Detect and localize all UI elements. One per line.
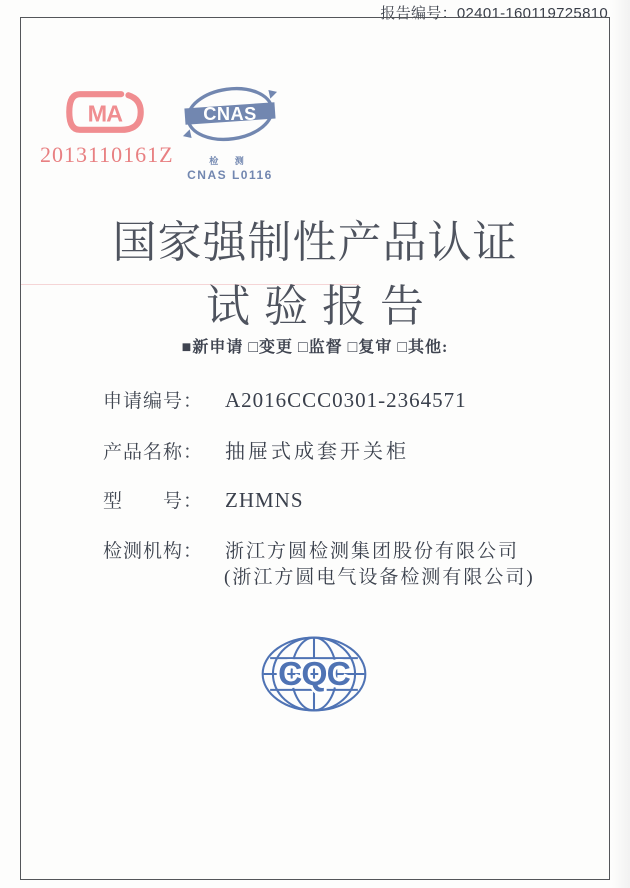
cma-logo-block bbox=[40, 88, 174, 168]
field-model bbox=[103, 486, 304, 513]
cqc-logo-block bbox=[258, 634, 373, 719]
field-testing-institution bbox=[103, 536, 519, 563]
field-value: ZHMNS bbox=[225, 488, 304, 512]
cqc-logo-icon bbox=[258, 634, 370, 714]
cma-logo-icon bbox=[63, 88, 147, 136]
field-application-number bbox=[103, 386, 467, 413]
cnas-letters: CNAS bbox=[203, 102, 257, 124]
field-label: 检测机构： bbox=[103, 541, 204, 562]
document-title-line1: 国家强制性产品认证 bbox=[112, 218, 518, 267]
cnas-logo-block bbox=[182, 82, 278, 182]
field-product-name bbox=[103, 435, 409, 464]
field-value: 浙江方圆检测集团股份有限公司 bbox=[225, 541, 520, 562]
document-title-line2: 试验报告 bbox=[206, 282, 438, 331]
field-label: 产品名称： bbox=[103, 442, 204, 463]
field-value: A2016CCC0301-2364571 bbox=[225, 388, 467, 412]
cma-letters: MA bbox=[87, 100, 122, 127]
cnas-lab-number: CNAS L0116 bbox=[187, 168, 273, 182]
cnas-logo-icon bbox=[182, 82, 278, 146]
field-testing-institution-alt bbox=[220, 562, 535, 589]
field-value: (浙江方圆电气设备检测有限公司) bbox=[224, 567, 535, 588]
field-value: 抽屉式成套开关柜 bbox=[225, 441, 409, 463]
cnas-jiance-label: 检 测 bbox=[209, 156, 251, 166]
scan-edge-shadow bbox=[612, 0, 630, 888]
cma-certificate-number: 2013110161Z bbox=[40, 142, 174, 167]
field-label: 申请编号： bbox=[103, 391, 204, 412]
report-number: 报告编号：02401-160119725810 bbox=[380, 5, 608, 22]
cqc-letters: CQC bbox=[278, 656, 350, 694]
application-type-checkboxes: ■新申请 □变更 □监督 □复审 □其他: bbox=[181, 339, 449, 356]
field-label: 型 号： bbox=[103, 491, 204, 512]
